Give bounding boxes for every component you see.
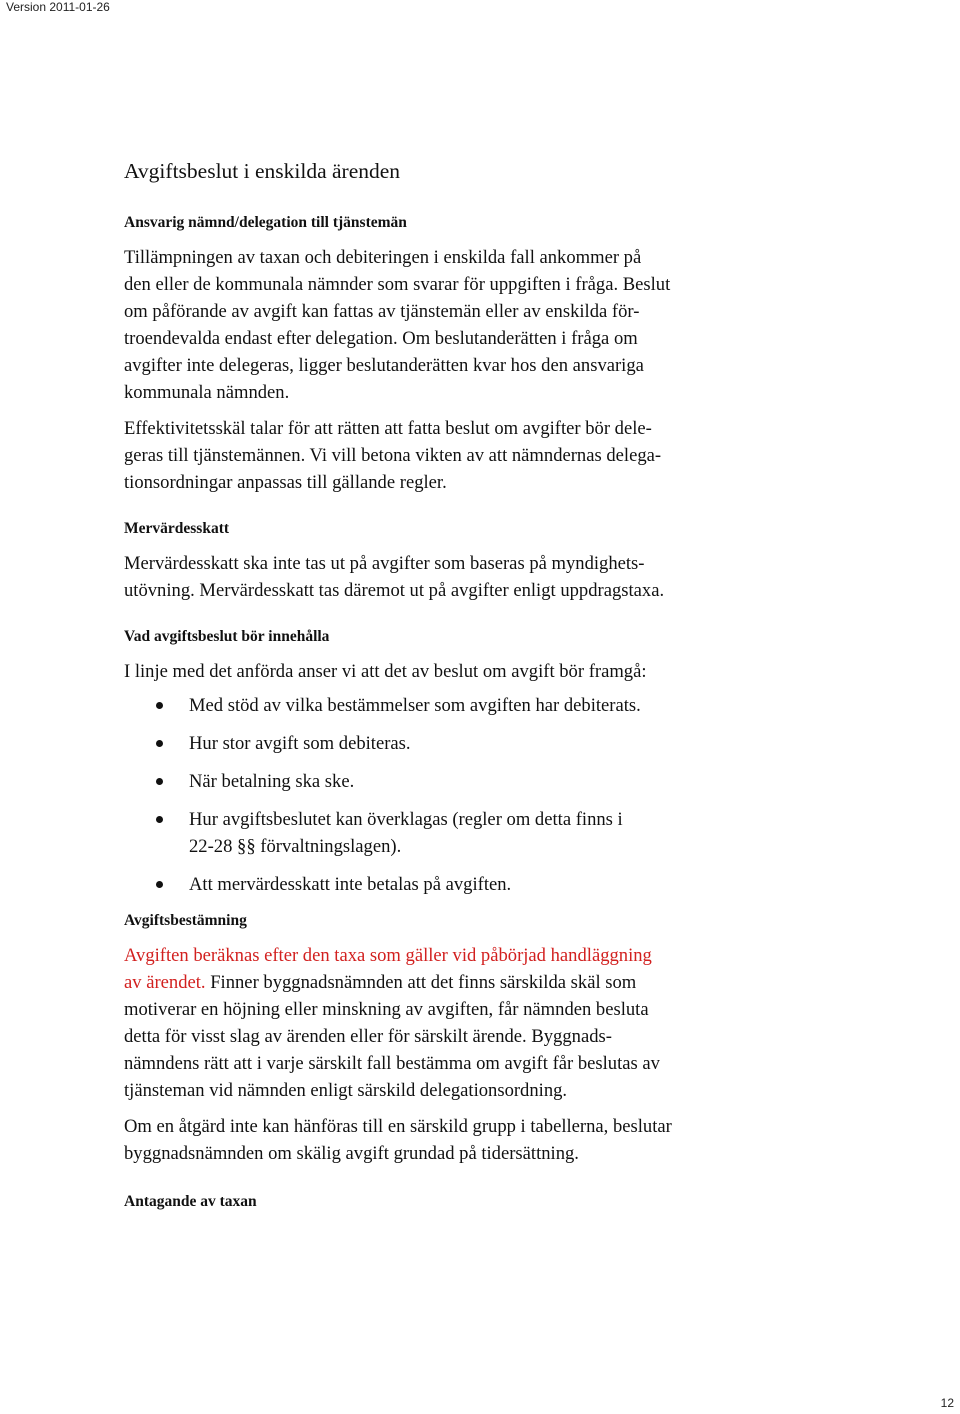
page-title: Avgiftsbeslut i enskilda ärenden	[124, 159, 401, 183]
bullet-icon	[156, 881, 163, 888]
list-item: När betalning ska ske.	[124, 768, 764, 795]
section-heading-bestamning: Avgiftsbestämning	[124, 912, 247, 929]
list-item: Hur stor avgift som debiteras.	[124, 730, 764, 757]
document-body	[124, 156, 764, 1213]
list-item: Hur avgiftsbeslutet kan överklagas (regler om detta finns i 22-28 §§ förvaltningslagen).	[124, 806, 764, 860]
list-item: Att mervärdesskatt inte betalas på avgiften.	[124, 871, 764, 898]
list-item: Med stöd av vilka bestämmelser som avgiften har debiterats.	[124, 692, 764, 719]
bullet-icon	[156, 740, 163, 747]
paragraph-ansvarig-2: Effektivitetsskäl talar för att rätten att fatta beslut om avgifter bör dele- geras till tjänstemännen. Vi vill betona vikten av att nämndernas delega- tionsordningar anpassas till gällande regler.	[124, 418, 662, 493]
version-label: Version 2011-01-26	[6, 0, 110, 14]
paragraph-bestamning-2: Om en åtgärd inte kan hänföras till en särskild grupp i tabellerna, beslutar byggnadsnämnden om skälig avgift grundad på tidersättning.	[124, 1116, 672, 1164]
highlighted-text: av ärendet.	[124, 972, 206, 993]
highlighted-text: Avgiften beräknas efter den taxa som gäller vid påbörjad handläggning	[124, 945, 652, 966]
bullet-icon	[156, 702, 163, 709]
section-heading-antagande: Antagande av taxan	[124, 1193, 257, 1210]
section-heading-ansvarig: Ansvarig nämnd/delegation till tjänstemän	[124, 214, 407, 231]
paragraph-moms: Mervärdesskatt ska inte tas ut på avgifter som baseras på myndighets- utövning. Mervärdesskatt tas däremot ut på avgifter enligt uppdragstaxa.	[124, 553, 665, 601]
section-heading-moms: Mervärdesskatt	[124, 520, 230, 537]
bullet-list	[124, 692, 764, 898]
bullet-icon	[156, 778, 163, 785]
section-heading-innehall: Vad avgiftsbeslut bör innehålla	[124, 628, 330, 645]
bullet-icon	[156, 816, 163, 823]
paragraph-ansvarig-1: Tillämpningen av taxan och debiteringen i enskilda fall ankommer på den eller de kommunala nämnder som svarar för uppgiften i fråga. Beslut om påförande av avgift kan fattas av tjänstemän eller av enskilda för- troendevalda endast efter delegation. Om beslutanderätten i fråga om avgifter inte delegeras, ligger beslutanderätten kvar hos den ansvariga kommunala nämnden.	[124, 247, 671, 403]
page-number: 12	[940, 1396, 954, 1410]
paragraph-innehall-intro: I linje med det anförda anser vi att det av beslut om avgift bör framgå:	[124, 661, 647, 682]
paragraph-bestamning-1: Avgiften beräknas efter den taxa som gäller vid påbörjad handläggning av ärendet. Finner byggnadsnämnden att det finns särskilda skäl som motiverar en höjning eller minskning av avgiften, får nämnden besluta detta för visst slag av ärenden eller för särskilt ärende. Byggnads- nämndens rätt att i varje särskilt fall bestämma om avgift får beslutas av tjänsteman vid nämnden enligt särskild delegationsordning.	[124, 945, 660, 1101]
